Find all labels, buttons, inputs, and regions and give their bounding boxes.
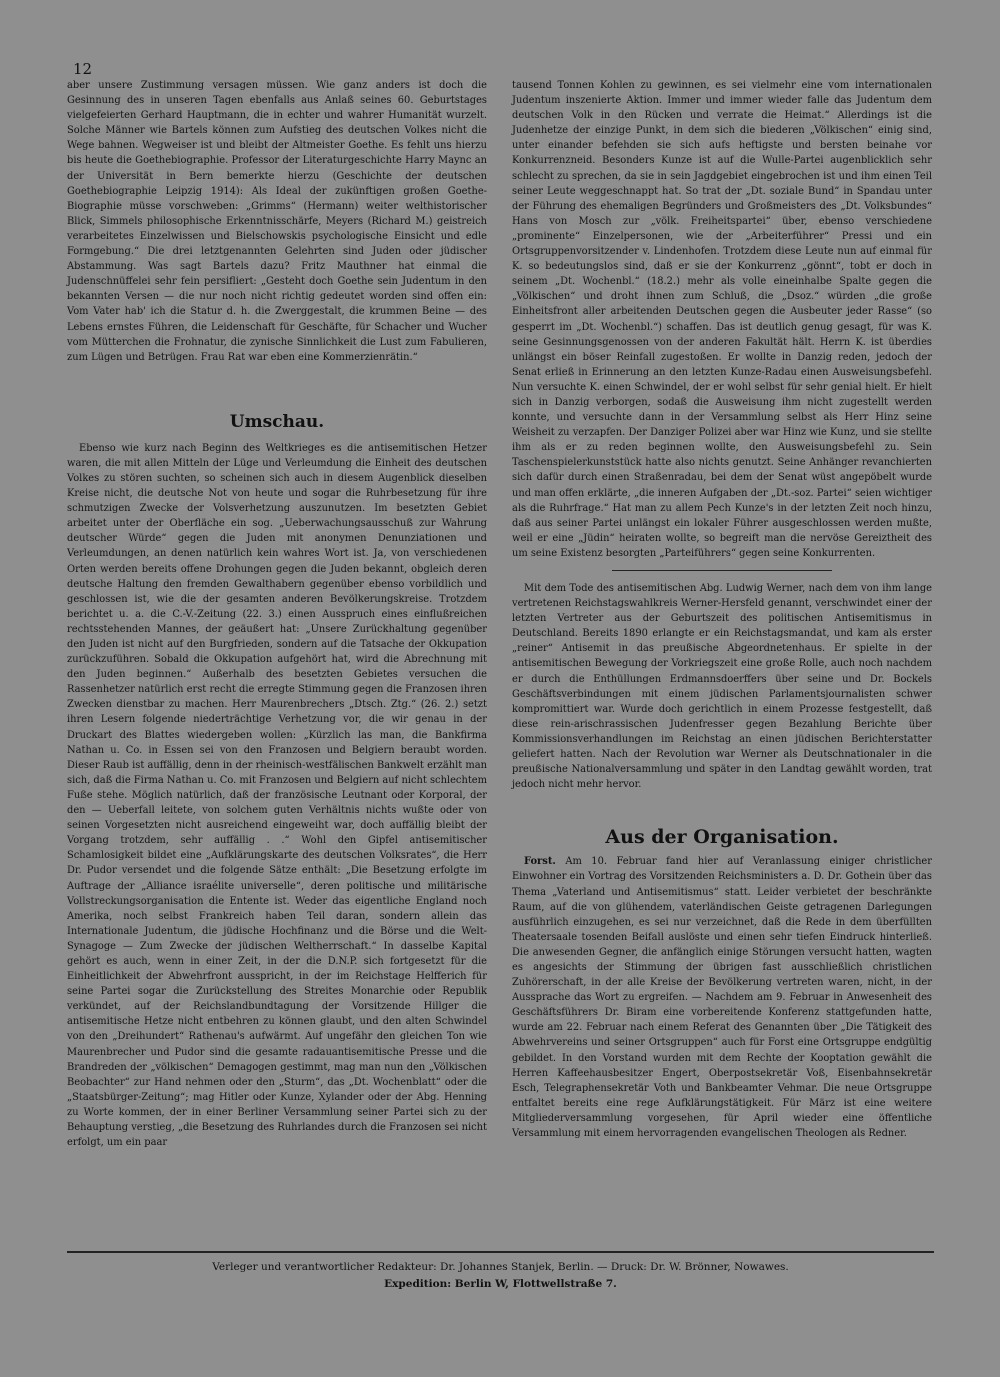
footer-rule (67, 1251, 934, 1253)
org-report-forst (512, 854, 932, 1141)
page-number: 12 (73, 60, 93, 78)
footer-publisher: Verleger und verantwortlicher Redakteur: Dr. Johannes Stanjek, Berlin. — Druck: Dr. W. Brönner, Nowawes. (212, 1261, 789, 1273)
umschau-article: Ebenso wie kurz nach Beginn des Weltkrieges es die antisemitischen Hetzer waren, die mit allen Mitteln der Lüge und Verleumdung die Einheit des deutschen Volkes zu stören suchten, so scheinen sich auch in diesem Augenblick dieselben Kreise nicht, die deutsche Not von heute und sogar die Ruhrbesetzung für ihre schmutzigen Zwecke der Volsverhetzung auszunutzen. Im besetzten Gebiet arbeitet unter der Oberfläche ein sog. „Ueberwachungsausschuß zur Wahrung deutscher Würde“ gegen die Juden mit anonymen Denunziationen und Verleumdungen, an denen natürlich kein wahres Wort ist. Ja, von verschiedenen Orten werden bereits offene Drohungen gegen die Juden bekannt, obgleich deren deutsche Haltung den fremden Gewalthabern gegenüber ebenso vorbildlich und geschlossen ist, wie die der gesamten anderen Bevölkerungskreise. Trotzdem berichtet u. a. die C.-V.-Zeitung (22. 3.) einen Ausspruch eines einflußreichen rechtsstehenden Mannes, der geäußert hat: „Unsere Zurückhaltung gegenüber den Juden ist nicht auf den Burgfrieden, sondern auf die Tatsache der Okkupation zurückzuführen. Sobald die Okkupation aufgehört hat, wird die Abrechnung mit den Juden beginnen.“ Außerhalb des besetzten Gebietes versuchen die Rassenhetzer natürlich erst recht die erregte Stimmung gegen die Franzosen ihren Zwecken dienstbar zu machen. Herr Maurenbrechers „Dtsch. Ztg.“ (26. 2.) setzt ihren Lesern folgende niederträchtige Verhetzung vor, die wir genau in der Druckart des Blattes wiedergeben wollen: „Kürzlich las man, die Bankfirma Nathan u. Co. in Essen sei von den Franzosen und Belgiern beraubt worden. Dieser Raub ist auffällig, denn in der rheinisch-westfälischen Bankwelt erzählt man sich, daß die Firma Nathan u. Co. mit Franzosen und Belgiern auf nicht schlechtem Fuße stehe. Möglich natürlich, daß der französische Leutnant oder Korporal, der den — Ueberfall leitete, von solchem guten Verhältnis nichts wußte oder von seinen Vorgesetzten nicht ausreichend eingeweiht war, doch auffällig bleibt der Vorgang trotzdem, sehr auffällig . .“ Wohl den Gipfel antisemitischer Schamlosigkeit bildet eine „Aufklärungskarte des deutschen Volksrates“, die Herr Dr. Pudor versendet und die folgende Sätze enthält: „Die Besetzung erfolgte im Auftrage der „Alliance israélite universelle“, deren politische und militärische Vollstreckungsorganisation die Entente ist. Weder das eigentliche England noch Amerika, noch selbst Frankreich haben Teil daran, sondern allein das Internationale Judentum, die jüdische Hochfinanz und die Börse und die Welt-Synagoge — Zum Zwecke der jüdischen Weltherrschaft.“ In dasselbe Kapital gehört es auch, wenn in einer Zeit, in der die D.N.P. sich fortgesetzt für die Einheitlichkeit der Abwehrfront ausspricht, in der im Reichstage Helfferich für seine Partei sogar die Zurückstellung des Streites Monarchie oder Republik verkündet, auf der Reichslandbundtagung der Vorsitzende Hillger die antisemitische Hetze nicht entbehren zu können glaubt, und den alten Schwindel von den „Dreihundert“ Rathenau's aufwärmt. Auf ungefähr den gleichen Ton wie Maurenbrecher und Pudor sind die gesamte radauantisemitische Presse und die Brandreden der „völkischen“ Demagogen gestimmt, mag man nun den „Völkischen Beobachter“ zur Hand nehmen oder den „Sturm“, das „Dt. Wochenblatt“ oder die „Staatsbürger-Zeitung“; mag Hitler oder Kunze, Xylander oder der Abg. Henning zu Worte kommen, der in einer Berliner Versammlung seiner Partei sich zu der Behauptung verstieg, „die Besetzung des Ruhrlandes durch die Franzosen sei nicht erfolgt, um ein paar (67, 442, 487, 1149)
section-divider (612, 570, 832, 571)
left-column (67, 78, 487, 1150)
section-heading-umschau: Umschau. (229, 411, 325, 432)
werner-obituary: Mit dem Tode des antisemitischen Abg. Ludwig Werner, nach dem von ihm lange vertretenen Reichstagswahlkreis Werner-Hersfeld genannt, verschwindet einer der letzten Vertreter aus der Geburtszeit des politischen Antisemitismus in Deutschland. Bereits 1890 erlangte er ein Reichstagsmandat, und kam als erster „reiner“ Antisemit in das preußische Abgeordnetenhaus. Er spielte in der antisemitischen Bewegung der Vorkriegszeit eine große Rolle, auch noch nachdem er durch die Enthüllungen Erdmannsdoerffers über seine und Dr. Bockels Geschäftsverbindungen mit einem jüdischen Parlamentsjournalisten schwer kompromittiert war. Wurde doch gerichtlich in einem Prozesse festgestellt, daß diese rein-arischrassischen Judenfresser gegen Bezahlung Berichte über Kommissionsverhandlungen im Reichstag an einen jüdischen Berichterstatter geliefert hatten. Nach der Revolution war Werner als Deutschnationaler in die preußische Nationalversammlung und später in den Landtag gewählt worden, trat jedoch nicht mehr hervor. (512, 583, 932, 791)
section-heading-organisation: Aus der Organisation. (605, 826, 839, 849)
right-column (512, 78, 932, 1141)
footer-expedition: Expedition: Berlin W, Flottwellstraße 7. (384, 1278, 617, 1290)
article-continuation: aber unsere Zustimmung versagen müssen. Wie ganz anders ist doch die Gesinnung des in unseren Tagen ebenfalls aus Anlaß seines 60. Geburtstages vielgefeierten Gerhard Hauptmann, die in echter und wahrer Humanität wurzelt. Solche Männer wie Bartels können zum Aufstieg des deutschen Volkes nicht die Wege bahnen. Wegweiser ist und bleibt der Altmeister Goethe. Es fehlt uns hierzu bis heute die Goethebiographie. Professor der Literaturgeschichte Harry Maync an der Universität in Bern bemerkte hierzu (Geschichte der deutschen Goethebiographie Leipzig 1914): Als Ideal der zukünftigen großen Goethe-Biographie müsse vorschweben: „Grimms“ (Hermann) weiter welthistorischer Blick, Simmels philosophische Erkenntnisschärfe, Meyers (Richard M.) geistreich verarbeitetes Einzelwissen und Bielschowskis psychologische Einsicht und edle Formgebung.“ Die drei letztgenannten Gelehrten sind Juden oder jüdischer Abstammung. Was sagt Bartels dazu? Fritz Mauthner hat einmal die Judenschnüffelei sehr fein persifliert: „Gesteht doch Goethe sein Judentum in den bekannten Versen — die nur noch nicht richtig gedeutet worden sind offen ein: Vom Vater hab' ich die Statur d. h. die Zwerggestalt, die krummen Beine — des Lebens ernstes Führen, die Leidenschaft für Geschäfte, für Schacher und Wucher vom Mütterchen die Frohnatur, die zynische Sinnlichkeit die Lust zum Fabulieren, zum Lügen und Betrügen. Frau Rat war eben eine Kommerzienrätin.“ (67, 80, 487, 363)
umschau-article-continuation: tausend Tonnen Kohlen zu gewinnen, es sei vielmehr eine vom internationalen Judentum inszenierte Aktion. Immer und immer wieder falle das Judentum dem deutschen Volk in den Rücken und verrate die Heimat.“ Allerdings ist die Judenhetze der einzige Punkt, in dem sich die biederen „Völkischen“ einig sind, unter einander befehden sie sich aufs heftigste und bersten beinahe vor Konkurrenzneid. Besonders Kunze ist auf die Wulle-Partei augenblicklich sehr schlecht zu sprechen, da sie in sein Jagdgebiet eingebrochen ist und ihm einen Teil seiner Leute weggeschnappt hat. So trat der „Dt. soziale Bund“ in Spandau unter der Führung des ehemaligen Begründers und Großmeisters des „Dt. Volksbundes“ Hans von Mosch zur „völk. Freiheitspartei“ über, ebenso verschiedene „prominente“ Einzelpersonen, wie der „Arbeiterführer“ Pressi und ein Ortsgruppenvorsitzender v. Lindenhofen. Trotzdem diese Leute nun auf einmal für K. so bedeutungslos sind, daß er sie der Konkurrenz „gönnt“, tobt er doch in seinem „Dt. Wochenbl.“ (18.2.) mehr als volle eineinhalbe Spalte gegen die „Völkischen“ und droht ihnen zum Schluß, die „Dsoz.“ würden „die große Einheitsfront aller arbeitenden Deutschen gegen die Ausbeuter jeder Rasse“ (so gesperrt im „Dt. Wochenbl.“) schaffen. Das ist deutlich genug gesagt, für was K. seine Gesinnungsgenossen von der anderen Fakultät hält. Herrn K. ist überdies unlängst ein böser Reinfall zugestoßen. Er wollte in Danzig reden, jedoch der Senat erließ in Erinnerung an den letzten Kunze-Radau einen Ausweisungsbefehl. Nun versuchte K. einen Schwindel, der er wohl selbst für sehr genial hielt. Er hielt sich in Danzig verborgen, sodaß die Ausweisung ihm nicht zugestellt werden konnte, und versuchte dann in der Versammlung selbst als Herr Hinz seine Weisheit zu verzapfen. Der Danziger Polizei aber war Hinz wie Kunz, und sie stellte ihm als er zu reden beginnen wollte, den Ausweisungsbefehl zu. Sein Taschenspielerkunststück hatte also nichts genutzt. Seine Anhänger revanchierten sich dafür durch einen Straßenradau, bei dem der Senat wüst angepöbelt wurde und man offen erklärte, „die inneren Aufgaben der „Dt.-soz. Partei“ seien wichtiger als die Ruhrfrage.“ Hat man zu allem Pech Kunze's in der letzten Zeit noch hinzu, daß aus seiner Partei unlängst ein lokaler Führer ausgeschlossen werden mußte, weil er eine „Jüdin“ heiraten wollte, so begreift man die nervöse Gereiztheit des um seine Existenz besorgten „Parteiführers“ gegen seine Konkurrenten. (512, 80, 932, 559)
org-report-text: Am 10. Februar fand hier auf Veranlassung einiger christlicher Einwohner ein Vortrag des Vorsitzenden Reichsministers a. D. Dr. Gothein über das Thema „Vaterland und Antisemitismus“ statt. Leider verbietet der beschränkte Raum, auf die von glühendem, vaterländischen Geiste getragenen Darlegungen ausführlich einzugehen, es sei nur verzeichnet, daß die Rede in dem überfüllten Theatersaale tosenden Beifall auslöste und einen sehr tiefen Eindruck hinterließ. Die anwesenden Gegner, die anfänglich einige Störungen versucht hatten, wagten es angesichts der Stimmung der übrigen fast ausschließlich christlichen Zuhörerschaft, in der alle Kreise der Bevölkerung vertreten waren, nicht, in der Aussprache das Wort zu ergreifen. — Nachdem am 9. Februar in Anwesenheit des Geschäftsführers Dr. Biram eine vorbereitende Konferenz stattgefunden hatte, wurde am 22. Februar nach einem Referat des Genannten über „Die Tätigkeit des Abwehrvereins und seiner Ortsgruppen“ auch für Forst eine Ortsgruppe endgültig gebildet. In den Vorstand wurden mit dem Rechte der Kooptation gewählt die Herren Kaffeehausbesitzer Engert, Oberpostsekretär Voß, Eisenbahnsekretär Esch, Telegraphensekretär Voth und Bankbeamter Vehmar. Die neue Ortsgruppe entfaltet bereits eine rege Aufklärungstätigkeit. Für März ist eine weitere Mitgliederversammlung vorgesehen, für April wieder eine öffentliche Versammlung mit einem hervorragenden evangelischen Theologen als Redner. (512, 856, 932, 1139)
org-report-lead: Forst. (524, 856, 556, 868)
